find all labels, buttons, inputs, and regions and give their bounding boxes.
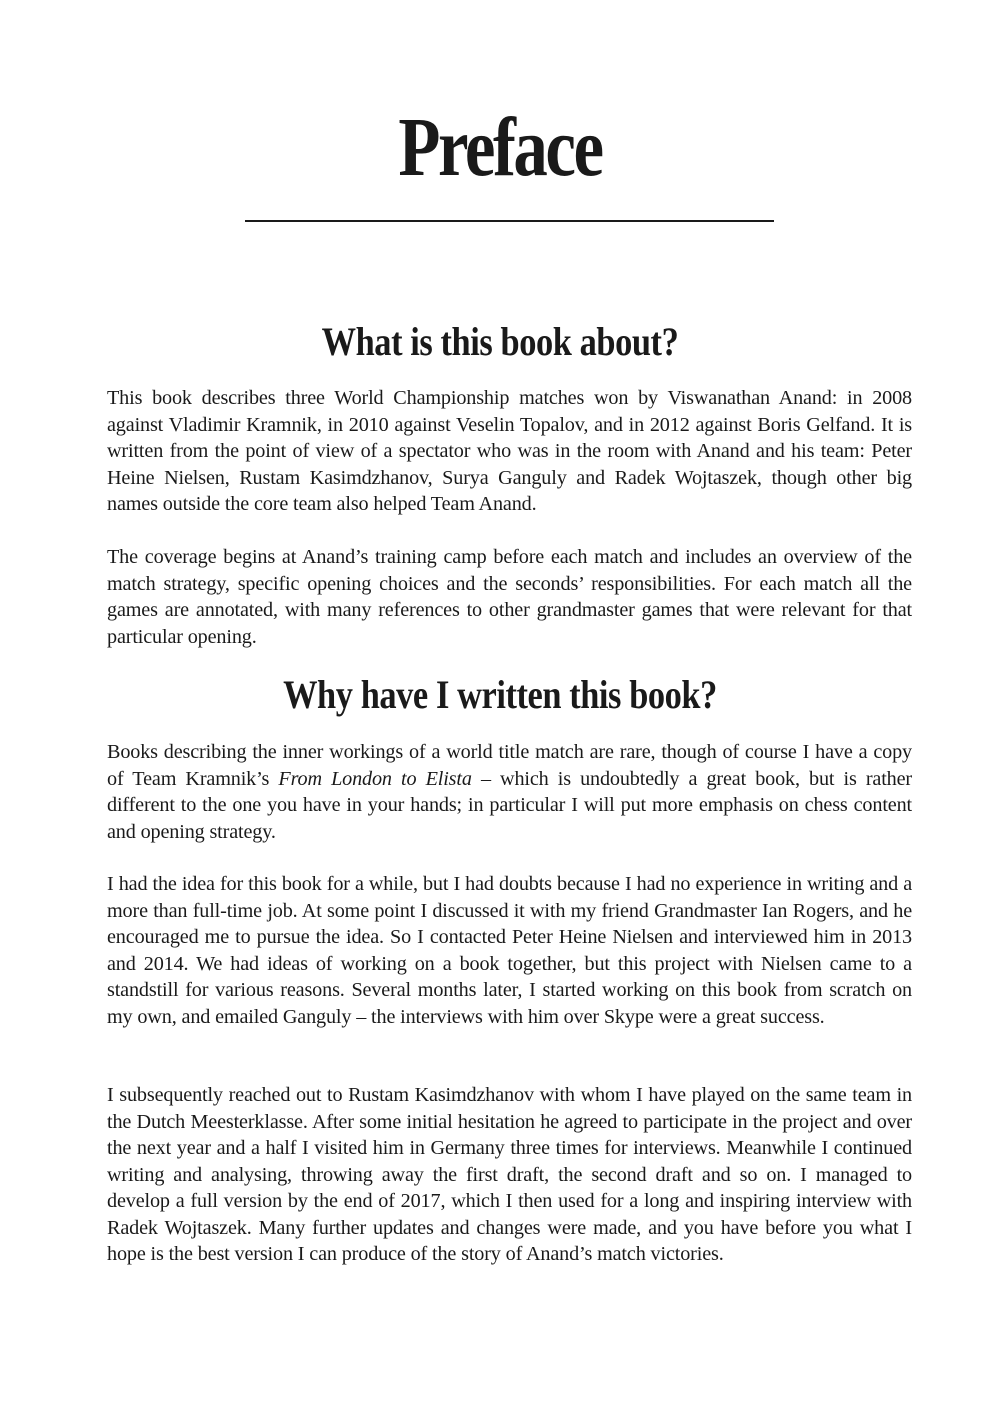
paragraph-why-1-text-after: – which is undoubtedly a great book, but is rather different to the one you have in your hands; in particular I will put more emphasis on chess content and opening strategy. (107, 767, 913, 843)
section-heading-why: Why have I written this book? (283, 672, 717, 717)
chapter-title: Preface (398, 101, 602, 194)
paragraph-why-1-text-before: Books describing the inner workings of a world title match are rare, though of course I have a copy of Team Kramnik’s (107, 741, 912, 790)
title-underline-rule (245, 220, 774, 222)
paragraph-why-1 (107, 739, 912, 845)
book-title-italic: From London to Elista (278, 767, 472, 790)
paragraph-why-3: I subsequently reached out to Rustam Kasimdzhanov with whom I have played on the same team in the Dutch Meesterklasse. After some initial hesitation he agreed to participate in the project and over the next year and a half I visited him in Germany three times for interviews. Meanwhile I continued writing and analysing, throwing away the first draft, the second draft and so on. I managed to develop a full version by the end of 2017, which I then used for a long and inspiring interview with Radek Wojtaszek. Many further updates and changes were made, and you have before you what I hope is the best version I can produce of the story of Anand’s match victories. (107, 1084, 912, 1265)
section-heading-about: What is this book about? (321, 319, 679, 364)
paragraph-about-1: This book describes three World Championship matches won by Viswanathan Anand: in 2008 against Vladimir Kramnik, in 2010 against Veselin Topalov, and in 2012 against Boris Gelfand. It is written from the point of view of a spectator who was in the room with Anand and his team: Peter Heine Nielsen, Rustam Kasimdzhanov, Surya Ganguly and Radek Wojtaszek, though other big names outside the core team also helped Team Anand. (107, 387, 912, 515)
paragraph-about-2: The coverage begins at Anand’s training camp before each match and includes an overview of the match strategy, specific opening choices and the seconds’ responsibilities. For each match all the games are annotated, with many references to other grandmaster games that were relevant for that particular opening. (107, 546, 912, 648)
paragraph-why-2: I had the idea for this book for a while, but I had doubts because I had no experience in writing and a more than full-time job. At some point I discussed it with my friend Grandmaster Ian Rogers, and he encouraged me to pursue the idea. So I contacted Peter Heine Nielsen and interviewed him in 2013 and 2014. We had ideas of working on a book together, but this project with Nielsen came to a standstill for various reasons. Several months later, I started working on this book from scratch on my own, and emailed Ganguly – the interviews with him over Skype were a great success. (107, 873, 912, 1028)
